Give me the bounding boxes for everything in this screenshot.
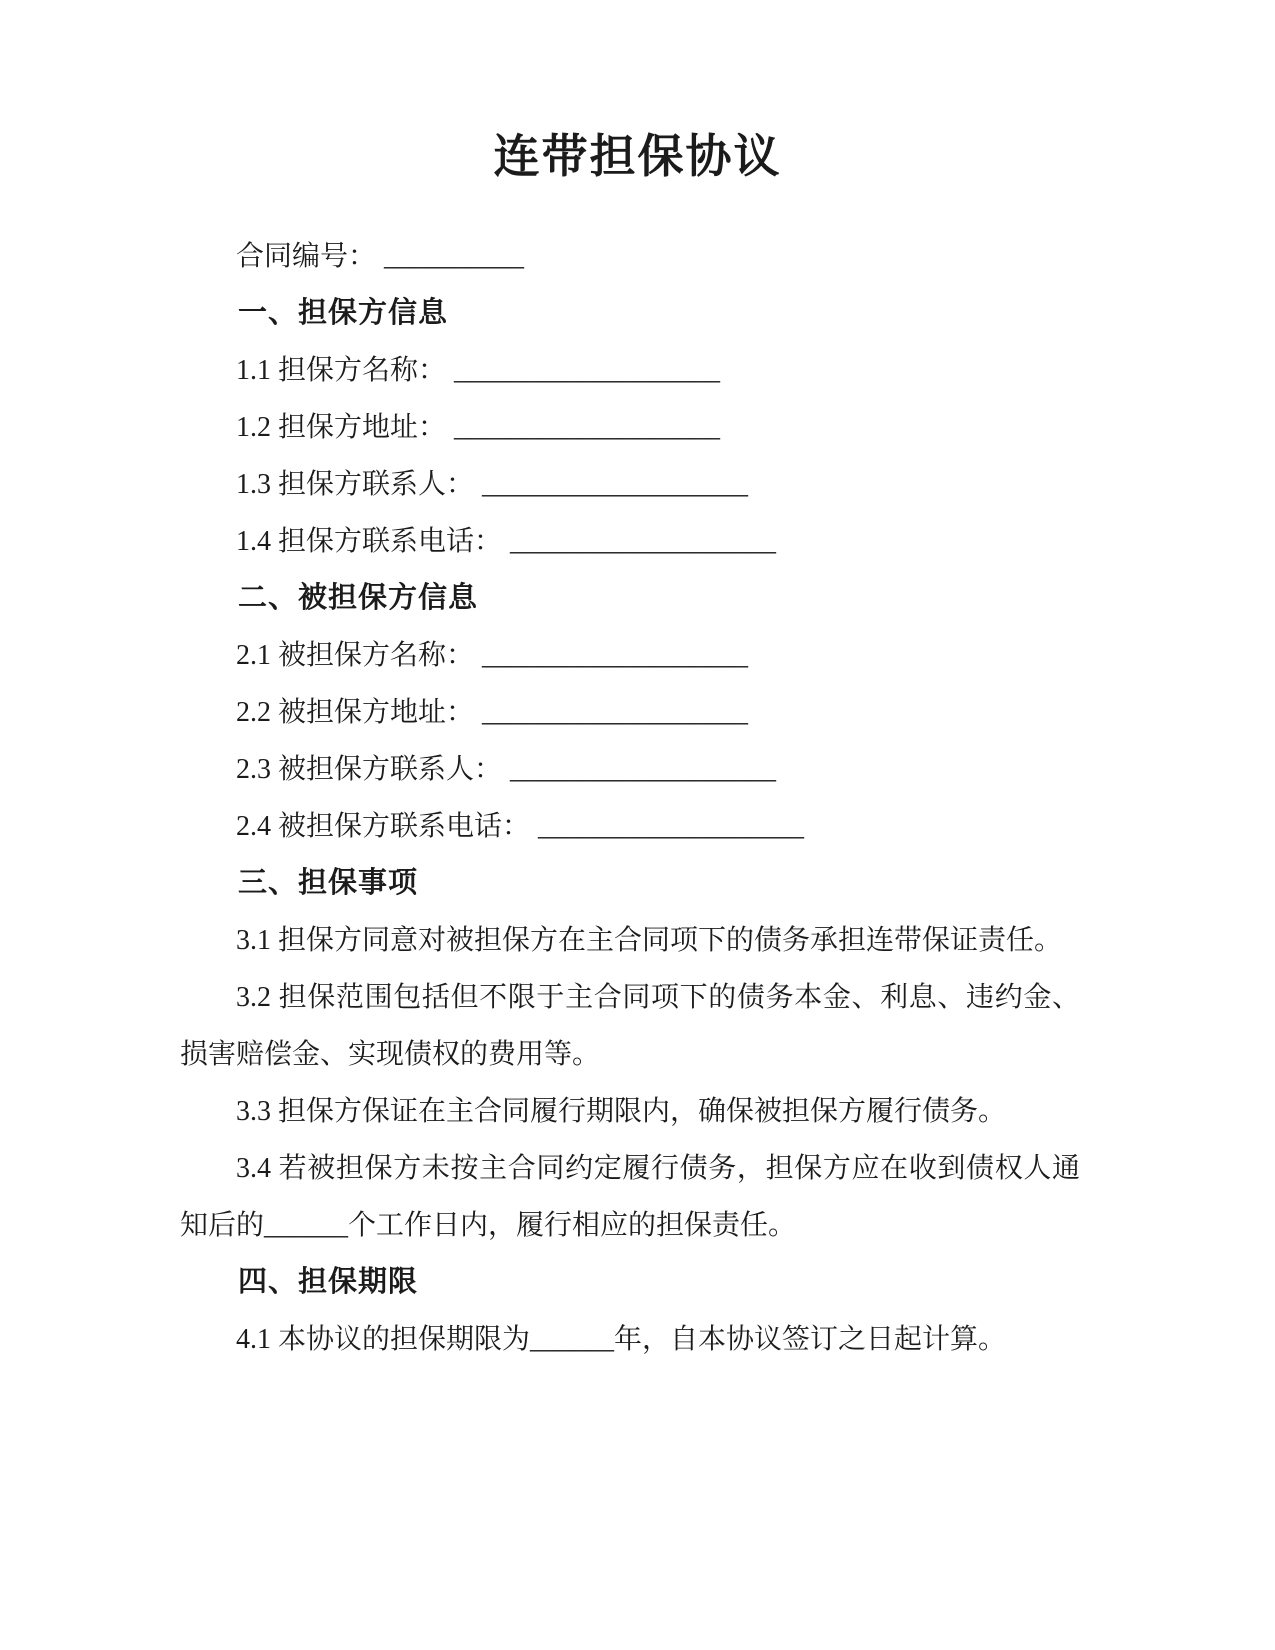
- field-guarantor-address: [180, 399, 1080, 456]
- field-guaranteed-name-blank: ___________________: [482, 640, 749, 671]
- contract-number-blank: __________: [384, 241, 525, 272]
- field-guaranteed-address: [180, 684, 1080, 741]
- document-title: 连带担保协议: [493, 131, 782, 182]
- field-guarantor-phone: [180, 513, 1080, 570]
- contract-number-line: [180, 228, 1080, 285]
- field-guaranteed-phone-label: 2.4 被担保方联系电话：: [236, 811, 531, 842]
- clause-4-1: 4.1 本协议的担保期限为______年，自本协议签订之日起计算。: [236, 1324, 1007, 1355]
- field-guarantor-address-label: 1.2 担保方地址：: [236, 412, 447, 443]
- field-guaranteed-contact-label: 2.3 被担保方联系人：: [236, 754, 503, 785]
- field-guaranteed-contact-blank: ___________________: [510, 754, 777, 785]
- field-guaranteed-phone: [180, 798, 1080, 855]
- field-guarantor-phone-label: 1.4 担保方联系电话：: [236, 526, 503, 557]
- field-guarantor-contact-blank: ___________________: [482, 469, 749, 500]
- clause-3-2: 3.2 担保范围包括但不限于主合同项下的债务本金、利息、违约金、损害赔偿金、实现债权的费用等。: [180, 982, 1080, 1070]
- field-guaranteed-name: [180, 627, 1080, 684]
- field-guarantor-name-blank: ___________________: [454, 355, 721, 386]
- field-guaranteed-address-blank: ___________________: [482, 697, 749, 728]
- field-guaranteed-address-label: 2.2 被担保方地址：: [236, 697, 475, 728]
- field-guaranteed-contact: [180, 741, 1080, 798]
- field-guarantor-name-label: 1.1 担保方名称：: [236, 355, 447, 386]
- field-guarantor-phone-blank: ___________________: [510, 526, 777, 557]
- section-heading-guaranteed-info: 二、被担保方信息: [238, 582, 479, 614]
- clause-3-3: 3.3 担保方保证在主合同履行期限内，确保被担保方履行债务。: [236, 1096, 1007, 1127]
- field-guarantor-contact-label: 1.3 担保方联系人：: [236, 469, 475, 500]
- field-guarantor-name: [180, 342, 1080, 399]
- clause-3-4: 3.4 若被担保方未按主合同约定履行债务，担保方应在收到债权人通知后的______个工作日内，履行相应的担保责任。: [180, 1153, 1080, 1241]
- section-heading-guarantor-info: 一、担保方信息: [238, 297, 449, 329]
- field-guaranteed-phone-blank: ___________________: [538, 811, 805, 842]
- clause-3-1: 3.1 担保方同意对被担保方在主合同项下的债务承担连带保证责任。: [236, 925, 1063, 956]
- section-heading-guarantee-term: 四、担保期限: [238, 1266, 419, 1298]
- field-guaranteed-name-label: 2.1 被担保方名称：: [236, 640, 475, 671]
- field-guarantor-address-blank: ___________________: [454, 412, 721, 443]
- section-heading-guarantee-matters: 三、担保事项: [238, 867, 419, 899]
- contract-number-label: 合同编号：: [236, 241, 377, 272]
- field-guarantor-contact: [180, 456, 1080, 513]
- document-body: [180, 228, 1080, 1368]
